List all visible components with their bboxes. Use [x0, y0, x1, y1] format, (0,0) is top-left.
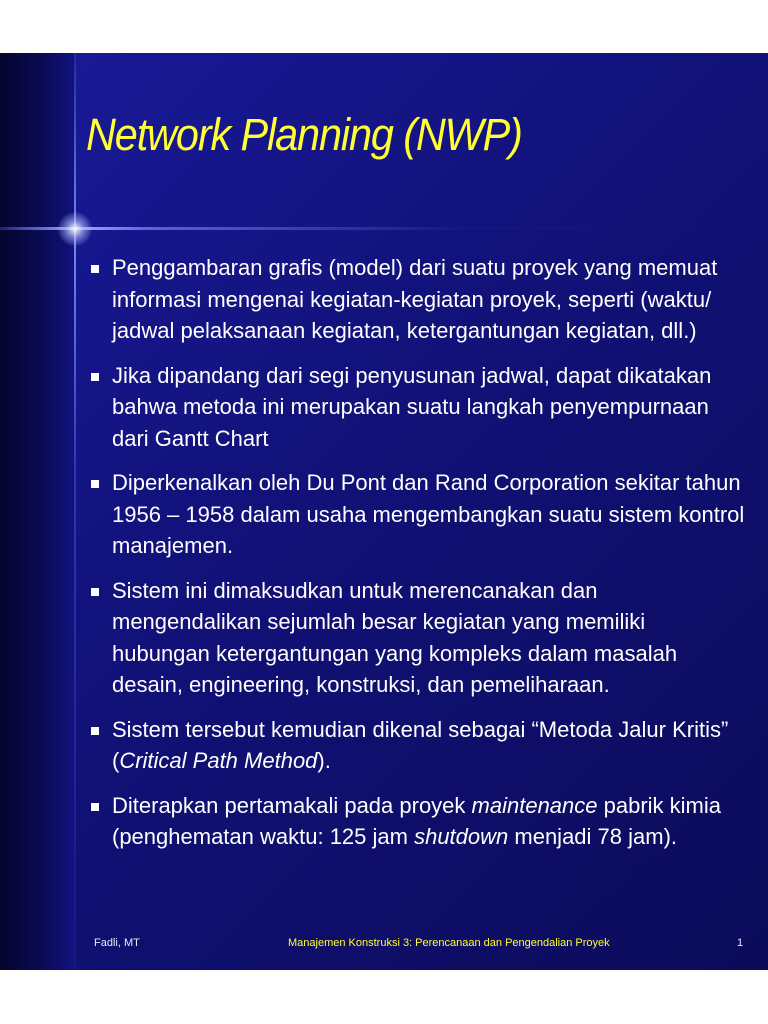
decorative-vertical-line	[74, 53, 76, 970]
bullet-text-italic: shutdown	[414, 824, 509, 849]
bullet-item	[88, 360, 748, 455]
bullet-item	[88, 790, 748, 853]
bullet-square-icon	[91, 803, 99, 811]
bullet-square-icon	[91, 373, 99, 381]
slide-title: Network Planning (NWP)	[86, 109, 522, 160]
bullet-text-part: Diterapkan pertamakali pada proyek	[112, 792, 472, 818]
footer-course: Manajemen Konstruksi 3: Perencanaan dan Pengendalian Proyek	[288, 937, 610, 949]
decorative-glow	[58, 212, 92, 246]
bullet-text-part: Jika dipandang dari segi penyusunan jadwal, dapat dikatakan bahwa metoda ini merupakan suatu langkah penyempurnaan dari Gantt Chart	[112, 362, 712, 451]
bullet-square-icon	[91, 588, 99, 596]
bullet-text	[112, 790, 748, 853]
bullet-text-part: Diperkenalkan oleh Du Pont dan Rand Corporation sekitar tahun 1956 – 1958 dalam usaha mengembangkan suatu sistem kontrol manajemen.	[112, 470, 745, 558]
bullet-item	[88, 714, 748, 777]
decorative-horizontal-line	[0, 227, 768, 230]
bullet-text-part: ).	[317, 748, 331, 773]
bullet-text	[112, 360, 748, 455]
bullet-text	[112, 252, 748, 347]
bullet-text-part: menjadi 78 jam).	[508, 824, 678, 849]
bullet-text-italic: Critical Path Method	[119, 748, 318, 773]
bullet-item	[88, 467, 748, 562]
bullet-square-icon	[91, 727, 99, 735]
bullet-item	[88, 252, 748, 347]
bullet-text-part: Sistem ini dimaksudkan untuk merencanakan dan mengendalikan sejumlah besar kegiatan yang memiliki hubungan ketergantungan yang kompleks dalam masalah desain, engineering, konstruksi, dan pemeliharaan.	[112, 577, 678, 697]
bullet-text	[112, 714, 748, 777]
slide	[0, 53, 768, 970]
bullet-text-part: pabrik kimia (penghematan waktu: 125 jam	[112, 792, 721, 849]
footer-page-number: 1	[737, 937, 744, 949]
bullet-square-icon	[91, 265, 99, 273]
bullet-text	[112, 575, 748, 701]
bullet-text	[112, 467, 748, 562]
bullet-text-part: Sistem tersebut kemudian dikenal sebagai “Metoda Jalur Kritis” (	[112, 716, 729, 773]
bullet-text-italic: maintenance	[471, 792, 598, 818]
bullet-item	[88, 575, 748, 701]
bullet-list	[88, 252, 748, 866]
bullet-text-part: Penggambaran grafis (model) dari suatu proyek yang memuat informasi mengenai kegiatan-kegiatan proyek, seperti (waktu/ jadwal pelaksanaan kegiatan, ketergantungan kegiatan, dll.)	[112, 255, 718, 343]
slide-left-bar	[0, 53, 75, 970]
footer-author: Fadli, MT	[94, 937, 140, 949]
bullet-square-icon	[91, 480, 99, 488]
